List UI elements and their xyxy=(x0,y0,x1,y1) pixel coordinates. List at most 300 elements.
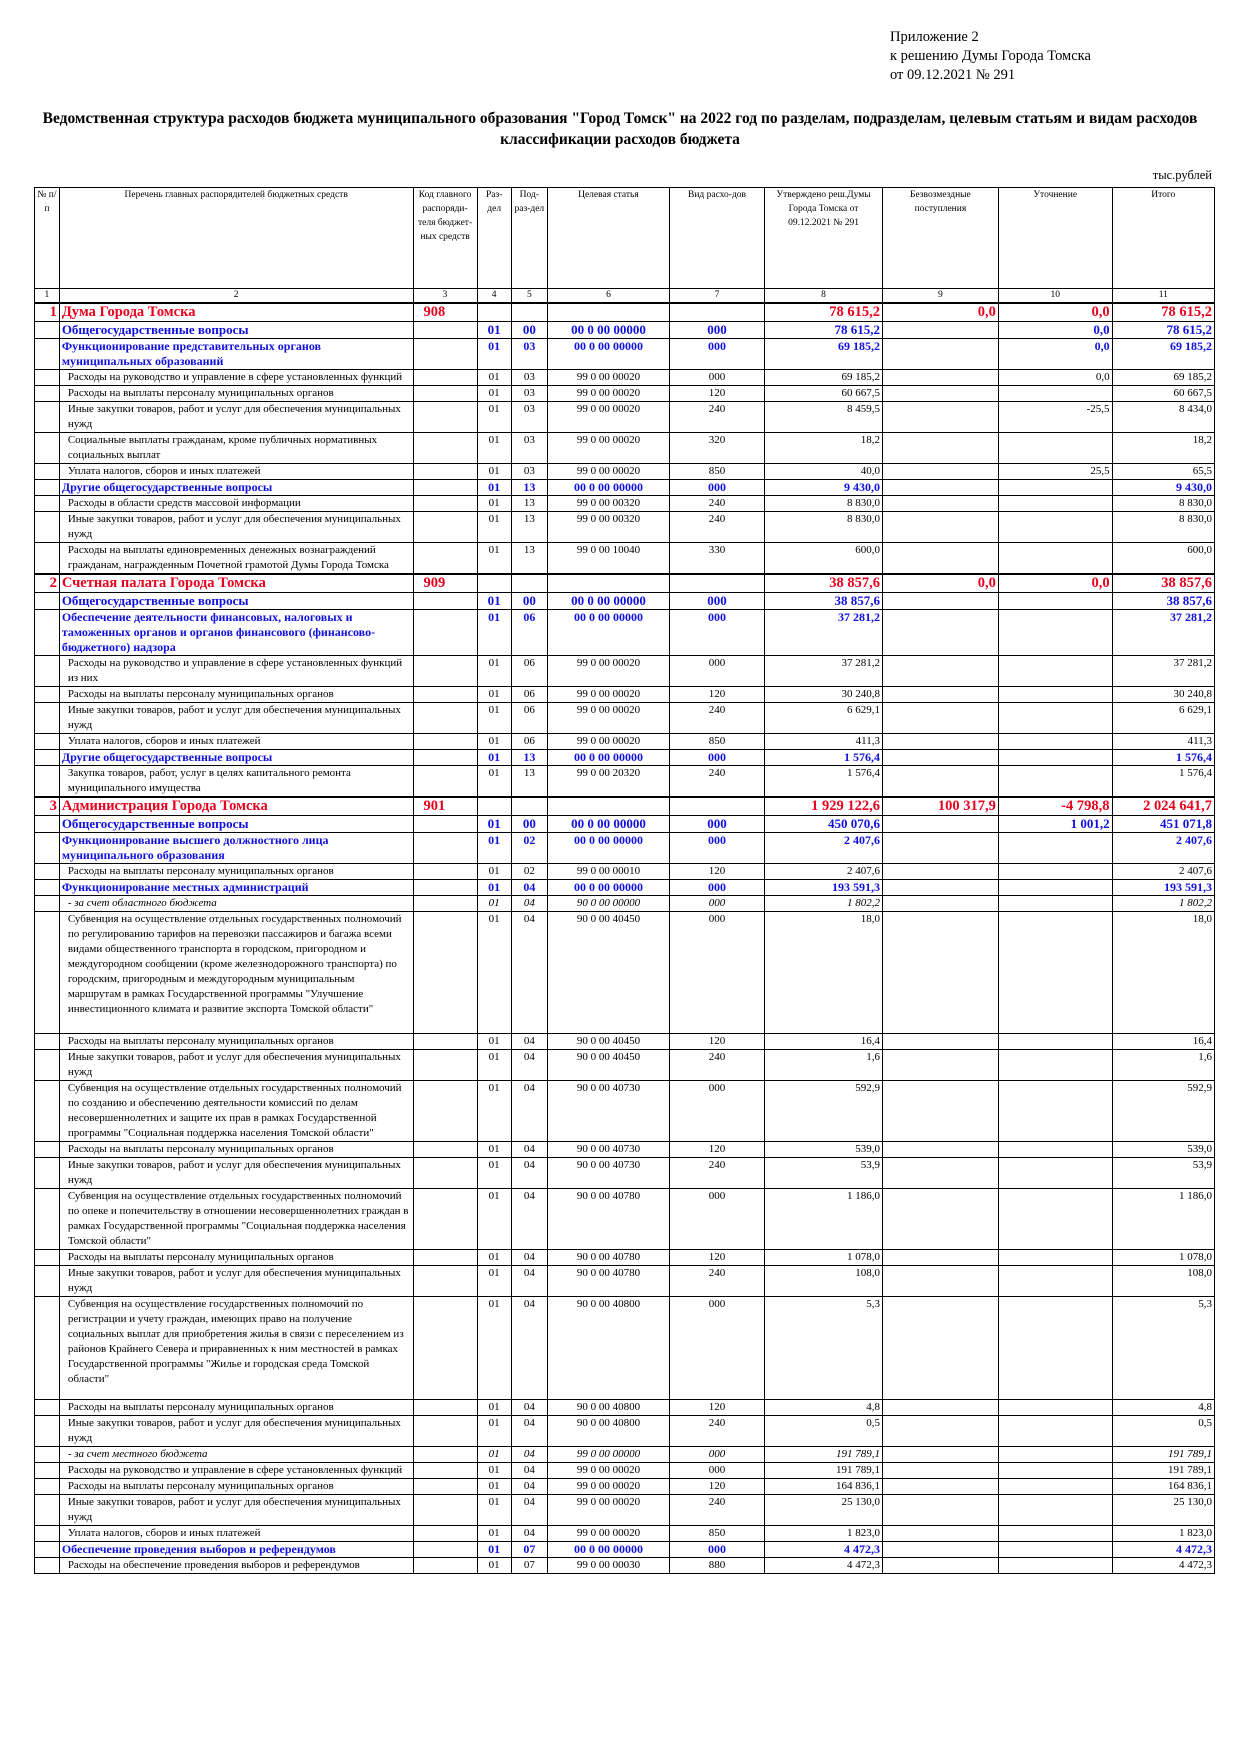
adjustment-amount xyxy=(998,543,1112,575)
row-number xyxy=(35,864,60,880)
grants-amount xyxy=(882,464,998,480)
adjustment-amount: 1 001,2 xyxy=(998,816,1112,833)
table-row xyxy=(35,480,1215,496)
expense-type: 240 xyxy=(669,402,764,433)
grants-amount xyxy=(882,610,998,656)
grants-amount xyxy=(882,496,998,512)
row-name: Иные закупки товаров, работ и услуг для обеспечения муниципальных нужд xyxy=(59,1050,413,1081)
table-row xyxy=(35,1189,1215,1250)
subsection-code: 00 xyxy=(511,322,547,339)
subsection-code: 02 xyxy=(511,864,547,880)
section-code: 01 xyxy=(477,464,511,480)
section-code: 01 xyxy=(477,703,511,734)
row-number xyxy=(35,339,60,370)
grants-amount xyxy=(882,896,998,912)
column-header: Раз-дел xyxy=(477,188,511,289)
adjustment-amount xyxy=(998,1034,1112,1050)
grbs-code xyxy=(413,703,477,734)
section-code: 01 xyxy=(477,339,511,370)
expense-type: 000 xyxy=(669,1189,764,1250)
grbs-code xyxy=(413,402,477,433)
section-code: 01 xyxy=(477,833,511,864)
total-amount: 78 615,2 xyxy=(1112,322,1214,339)
target-article: 99 0 00 00320 xyxy=(547,512,669,543)
subsection-code xyxy=(511,797,547,816)
total-amount: 600,0 xyxy=(1112,543,1214,575)
section-code: 01 xyxy=(477,656,511,687)
section-code: 01 xyxy=(477,1034,511,1050)
section-code: 01 xyxy=(477,1416,511,1447)
target-article: 00 0 00 00000 xyxy=(547,339,669,370)
total-amount: 37 281,2 xyxy=(1112,610,1214,656)
approved-amount: 38 857,6 xyxy=(765,574,883,593)
section-code: 01 xyxy=(477,766,511,798)
section-code: 01 xyxy=(477,496,511,512)
grbs-code xyxy=(413,656,477,687)
expense-type: 120 xyxy=(669,386,764,402)
section-code: 01 xyxy=(477,1189,511,1250)
column-number: 4 xyxy=(477,289,511,304)
subsection-code: 06 xyxy=(511,734,547,750)
target-article xyxy=(547,797,669,816)
total-amount: 191 789,1 xyxy=(1112,1463,1214,1479)
grants-amount xyxy=(882,1526,998,1542)
table-row xyxy=(35,797,1215,816)
subsection-code: 03 xyxy=(511,464,547,480)
section-code: 01 xyxy=(477,912,511,1034)
subsection-code: 03 xyxy=(511,339,547,370)
grants-amount xyxy=(882,386,998,402)
grbs-code xyxy=(413,896,477,912)
row-name: Расходы на выплаты персоналу муниципальных органов xyxy=(59,1142,413,1158)
expense-type: 000 xyxy=(669,610,764,656)
row-name: Другие общегосударственные вопросы xyxy=(59,480,413,496)
target-article: 90 0 00 40780 xyxy=(547,1189,669,1250)
grbs-code xyxy=(413,687,477,703)
row-name: Расходы на выплаты персоналу муниципальных органов xyxy=(59,1400,413,1416)
expense-type: 240 xyxy=(669,1158,764,1189)
expense-type: 120 xyxy=(669,1034,764,1050)
row-name: Уплата налогов, сборов и иных платежей xyxy=(59,1526,413,1542)
section-code xyxy=(477,574,511,593)
expense-type: 000 xyxy=(669,1463,764,1479)
target-article: 99 0 00 00020 xyxy=(547,386,669,402)
row-number xyxy=(35,1189,60,1250)
section-code xyxy=(477,797,511,816)
row-number xyxy=(35,402,60,433)
target-article: 99 0 00 00020 xyxy=(547,433,669,464)
row-name: Функционирование высшего должностного лица муниципального образования xyxy=(59,833,413,864)
subsection-code: 00 xyxy=(511,593,547,610)
row-name: Уплата налогов, сборов и иных платежей xyxy=(59,464,413,480)
budget-table xyxy=(34,187,1215,1574)
grbs-code xyxy=(413,322,477,339)
subsection-code: 04 xyxy=(511,880,547,896)
appendix-line: к решению Думы Города Томска xyxy=(890,48,1091,64)
subsection-code: 03 xyxy=(511,433,547,464)
target-article: 90 0 00 40800 xyxy=(547,1416,669,1447)
grbs-code xyxy=(413,370,477,386)
adjustment-amount xyxy=(998,766,1112,798)
subsection-code: 13 xyxy=(511,496,547,512)
column-number: 9 xyxy=(882,289,998,304)
grants-amount xyxy=(882,370,998,386)
subsection-code: 03 xyxy=(511,386,547,402)
table-row xyxy=(35,1526,1215,1542)
total-amount: 1 186,0 xyxy=(1112,1189,1214,1250)
total-amount: 451 071,8 xyxy=(1112,816,1214,833)
table-row xyxy=(35,370,1215,386)
total-amount: 0,5 xyxy=(1112,1416,1214,1447)
expense-type: 240 xyxy=(669,512,764,543)
row-name: Расходы на выплаты персоналу муниципальных органов xyxy=(59,864,413,880)
row-number xyxy=(35,1495,60,1526)
section-code: 01 xyxy=(477,1266,511,1297)
row-name: Иные закупки товаров, работ и услуг для обеспечения муниципальных нужд xyxy=(59,402,413,433)
total-amount: 191 789,1 xyxy=(1112,1447,1214,1463)
adjustment-amount xyxy=(998,1081,1112,1142)
subsection-code: 06 xyxy=(511,703,547,734)
adjustment-amount xyxy=(998,880,1112,896)
table-row xyxy=(35,1081,1215,1142)
total-amount: 8 830,0 xyxy=(1112,512,1214,543)
row-name: Иные закупки товаров, работ и услуг для обеспечения муниципальных нужд xyxy=(59,1416,413,1447)
grbs-code xyxy=(413,750,477,766)
subsection-code: 04 xyxy=(511,1526,547,1542)
adjustment-amount xyxy=(998,1158,1112,1189)
grants-amount xyxy=(882,864,998,880)
total-amount: 18,2 xyxy=(1112,433,1214,464)
expense-type: 330 xyxy=(669,543,764,575)
total-amount: 2 407,6 xyxy=(1112,864,1214,880)
subsection-code: 04 xyxy=(511,1266,547,1297)
approved-amount: 69 185,2 xyxy=(765,370,883,386)
column-header: Код главного распоряди-теля бюджет-ных средств xyxy=(413,188,477,289)
row-name: - за счет местного бюджета xyxy=(59,1447,413,1463)
subsection-code: 04 xyxy=(511,896,547,912)
grants-amount xyxy=(882,322,998,339)
document-title: Ведомственная структура расходов бюджета муниципального образования "Город Томск" на 2022 год по разделам, подразделам, целевым статьям и видам расходов классификации расходов бюджета xyxy=(42,110,1198,148)
grbs-code xyxy=(413,833,477,864)
expense-type: 000 xyxy=(669,833,764,864)
grants-amount xyxy=(882,1034,998,1050)
grants-amount: 0,0 xyxy=(882,303,998,322)
column-header: Безвозмездные поступления xyxy=(882,188,998,289)
grants-amount xyxy=(882,1189,998,1250)
row-number xyxy=(35,1416,60,1447)
grbs-code xyxy=(413,766,477,798)
target-article: 90 0 00 40780 xyxy=(547,1250,669,1266)
table-row xyxy=(35,339,1215,370)
row-number xyxy=(35,766,60,798)
section-code: 01 xyxy=(477,1479,511,1495)
row-number xyxy=(35,1081,60,1142)
column-number: 11 xyxy=(1112,289,1214,304)
grbs-code xyxy=(413,1250,477,1266)
target-article: 90 0 00 00000 xyxy=(547,896,669,912)
table-row xyxy=(35,433,1215,464)
total-amount: 16,4 xyxy=(1112,1034,1214,1050)
approved-amount: 1 929 122,6 xyxy=(765,797,883,816)
adjustment-amount xyxy=(998,1526,1112,1542)
adjustment-amount xyxy=(998,1447,1112,1463)
approved-amount: 8 830,0 xyxy=(765,512,883,543)
total-amount: 69 185,2 xyxy=(1112,339,1214,370)
grants-amount: 0,0 xyxy=(882,574,998,593)
row-name: Другие общегосударственные вопросы xyxy=(59,750,413,766)
grbs-code: 901 xyxy=(413,797,477,816)
target-article: 99 0 00 00020 xyxy=(547,464,669,480)
row-number xyxy=(35,496,60,512)
grbs-code xyxy=(413,880,477,896)
total-amount: 1 802,2 xyxy=(1112,896,1214,912)
adjustment-amount xyxy=(998,864,1112,880)
subsection-code: 06 xyxy=(511,656,547,687)
column-number: 8 xyxy=(765,289,883,304)
section-code: 01 xyxy=(477,687,511,703)
total-amount: 1 823,0 xyxy=(1112,1526,1214,1542)
grants-amount xyxy=(882,734,998,750)
section-code: 01 xyxy=(477,593,511,610)
target-article: 00 0 00 00000 xyxy=(547,610,669,656)
approved-amount: 40,0 xyxy=(765,464,883,480)
expense-type: 240 xyxy=(669,1416,764,1447)
section-code: 01 xyxy=(477,610,511,656)
adjustment-amount xyxy=(998,1250,1112,1266)
row-name: Расходы на руководство и управление в сфере установленных функций xyxy=(59,1463,413,1479)
row-name: Функционирование представительных органов муниципальных образований xyxy=(59,339,413,370)
table-row xyxy=(35,687,1215,703)
approved-amount: 18,0 xyxy=(765,912,883,1034)
grants-amount xyxy=(882,750,998,766)
section-code: 01 xyxy=(477,1463,511,1479)
grbs-code xyxy=(413,433,477,464)
grants-amount xyxy=(882,1542,998,1558)
subsection-code: 07 xyxy=(511,1542,547,1558)
row-number xyxy=(35,1050,60,1081)
row-number xyxy=(35,464,60,480)
expense-type: 240 xyxy=(669,1266,764,1297)
subsection-code: 04 xyxy=(511,1400,547,1416)
total-amount: 25 130,0 xyxy=(1112,1495,1214,1526)
target-article: 90 0 00 40800 xyxy=(547,1297,669,1400)
subsection-code: 04 xyxy=(511,1495,547,1526)
adjustment-amount: 0,0 xyxy=(998,339,1112,370)
row-number xyxy=(35,734,60,750)
row-number xyxy=(35,816,60,833)
row-number xyxy=(35,1158,60,1189)
adjustment-amount xyxy=(998,512,1112,543)
table-row xyxy=(35,816,1215,833)
column-number: 6 xyxy=(547,289,669,304)
approved-amount: 9 430,0 xyxy=(765,480,883,496)
row-name: Субвенция на осуществление отдельных государственных полномочий по регулированию тарифов на перевозки пассажиров и багажа всеми видами общественного транспорта в городском, пригородном и междугородном сообщении (кроме железнодорожного транспорта) по городским, пригородным и междугородным муниципальным маршрутам в рамках Государственной программы "Улучшение инвестиционного климата и развитие экспорта Томской области" xyxy=(59,912,413,1034)
approved-amount: 4,8 xyxy=(765,1400,883,1416)
adjustment-amount xyxy=(998,1495,1112,1526)
approved-amount: 1 576,4 xyxy=(765,766,883,798)
table-row xyxy=(35,656,1215,687)
grants-amount xyxy=(882,687,998,703)
section-code: 01 xyxy=(477,1297,511,1400)
total-amount: 592,9 xyxy=(1112,1081,1214,1142)
section-code: 01 xyxy=(477,402,511,433)
total-amount: 4,8 xyxy=(1112,1400,1214,1416)
grbs-code xyxy=(413,480,477,496)
adjustment-amount xyxy=(998,703,1112,734)
row-number: 1 xyxy=(35,303,60,322)
grbs-code xyxy=(413,1400,477,1416)
total-amount: 4 472,3 xyxy=(1112,1542,1214,1558)
expense-type xyxy=(669,574,764,593)
grants-amount xyxy=(882,1479,998,1495)
row-number xyxy=(35,656,60,687)
grbs-code xyxy=(413,1416,477,1447)
row-name: Иные закупки товаров, работ и услуг для обеспечения муниципальных нужд xyxy=(59,512,413,543)
adjustment-amount xyxy=(998,1400,1112,1416)
row-name: Общегосударственные вопросы xyxy=(59,322,413,339)
approved-amount: 0,5 xyxy=(765,1416,883,1447)
section-code: 01 xyxy=(477,433,511,464)
expense-type: 000 xyxy=(669,880,764,896)
section-code: 01 xyxy=(477,750,511,766)
expense-type: 000 xyxy=(669,1297,764,1400)
grbs-code: 909 xyxy=(413,574,477,593)
grbs-code xyxy=(413,386,477,402)
row-number xyxy=(35,880,60,896)
adjustment-amount xyxy=(998,896,1112,912)
section-code: 01 xyxy=(477,386,511,402)
target-article: 99 0 00 00000 xyxy=(547,1447,669,1463)
row-name: Иные закупки товаров, работ и услуг для обеспечения муниципальных нужд xyxy=(59,1495,413,1526)
grants-amount xyxy=(882,816,998,833)
column-header: Под-раз-дел xyxy=(511,188,547,289)
approved-amount: 8 459,5 xyxy=(765,402,883,433)
row-number xyxy=(35,1142,60,1158)
row-number xyxy=(35,370,60,386)
target-article: 90 0 00 40800 xyxy=(547,1400,669,1416)
approved-amount: 1 823,0 xyxy=(765,1526,883,1542)
row-number xyxy=(35,610,60,656)
target-article: 99 0 00 20320 xyxy=(547,766,669,798)
table-row xyxy=(35,1400,1215,1416)
section-code: 01 xyxy=(477,896,511,912)
total-amount: 18,0 xyxy=(1112,912,1214,1034)
row-name: Расходы на выплаты персоналу муниципальных органов xyxy=(59,1250,413,1266)
grants-amount xyxy=(882,1495,998,1526)
approved-amount: 30 240,8 xyxy=(765,687,883,703)
column-header: Перечень главных распорядителей бюджетных средств xyxy=(59,188,413,289)
table-row xyxy=(35,1542,1215,1558)
table-row xyxy=(35,864,1215,880)
approved-amount: 5,3 xyxy=(765,1297,883,1400)
row-name: Функционирование местных администраций xyxy=(59,880,413,896)
expense-type: 000 xyxy=(669,370,764,386)
target-article: 00 0 00 00000 xyxy=(547,480,669,496)
grants-amount xyxy=(882,703,998,734)
grants-amount xyxy=(882,1558,998,1574)
grbs-code xyxy=(413,1142,477,1158)
column-header: Итого xyxy=(1112,188,1214,289)
expense-type: 000 xyxy=(669,912,764,1034)
column-number-row xyxy=(35,289,1215,304)
subsection-code: 04 xyxy=(511,1297,547,1400)
approved-amount: 8 830,0 xyxy=(765,496,883,512)
adjustment-amount xyxy=(998,1558,1112,1574)
section-code: 01 xyxy=(477,480,511,496)
subsection-code: 13 xyxy=(511,480,547,496)
expense-type: 120 xyxy=(669,687,764,703)
target-article: 00 0 00 00000 xyxy=(547,593,669,610)
target-article: 99 0 00 10040 xyxy=(547,543,669,575)
row-number xyxy=(35,1542,60,1558)
row-number xyxy=(35,1526,60,1542)
expense-type: 000 xyxy=(669,656,764,687)
column-header: Вид расхо-дов xyxy=(669,188,764,289)
grants-amount xyxy=(882,480,998,496)
approved-amount: 37 281,2 xyxy=(765,610,883,656)
row-name: Расходы на выплаты персоналу муниципальных органов xyxy=(59,386,413,402)
total-amount: 108,0 xyxy=(1112,1266,1214,1297)
adjustment-amount xyxy=(998,1479,1112,1495)
row-name: Закупка товаров, работ, услуг в целях капитального ремонта муниципального имущества xyxy=(59,766,413,798)
table-row xyxy=(35,574,1215,593)
expense-type: 850 xyxy=(669,734,764,750)
row-number xyxy=(35,833,60,864)
target-article: 99 0 00 00020 xyxy=(547,370,669,386)
total-amount: 164 836,1 xyxy=(1112,1479,1214,1495)
grbs-code xyxy=(413,464,477,480)
section-code: 01 xyxy=(477,1558,511,1574)
row-name: Расходы на выплаты персоналу муниципальных органов xyxy=(59,1034,413,1050)
grbs-code xyxy=(413,1050,477,1081)
expense-type: 000 xyxy=(669,1081,764,1142)
grbs-code xyxy=(413,496,477,512)
section-code: 01 xyxy=(477,1250,511,1266)
adjustment-amount xyxy=(998,1416,1112,1447)
table-row xyxy=(35,1250,1215,1266)
column-number: 10 xyxy=(998,289,1112,304)
section-code: 01 xyxy=(477,1081,511,1142)
table-row xyxy=(35,1463,1215,1479)
table-row xyxy=(35,766,1215,798)
row-number xyxy=(35,1463,60,1479)
appendix-reference xyxy=(890,28,1091,85)
adjustment-amount xyxy=(998,386,1112,402)
total-amount: 2 407,6 xyxy=(1112,833,1214,864)
target-article: 00 0 00 00000 xyxy=(547,322,669,339)
grants-amount xyxy=(882,833,998,864)
table-row xyxy=(35,1050,1215,1081)
table-row xyxy=(35,703,1215,734)
expense-type: 880 xyxy=(669,1558,764,1574)
subsection-code: 04 xyxy=(511,1081,547,1142)
row-name: Общегосударственные вопросы xyxy=(59,593,413,610)
total-amount: 38 857,6 xyxy=(1112,574,1214,593)
approved-amount: 69 185,2 xyxy=(765,339,883,370)
section-code: 01 xyxy=(477,880,511,896)
adjustment-amount xyxy=(998,1463,1112,1479)
approved-amount: 1 576,4 xyxy=(765,750,883,766)
section-code: 01 xyxy=(477,1400,511,1416)
approved-amount: 53,9 xyxy=(765,1158,883,1189)
table-row xyxy=(35,896,1215,912)
expense-type: 000 xyxy=(669,322,764,339)
adjustment-amount xyxy=(998,1189,1112,1250)
column-number: 2 xyxy=(59,289,413,304)
grants-amount xyxy=(882,1400,998,1416)
row-number xyxy=(35,512,60,543)
section-code: 01 xyxy=(477,816,511,833)
